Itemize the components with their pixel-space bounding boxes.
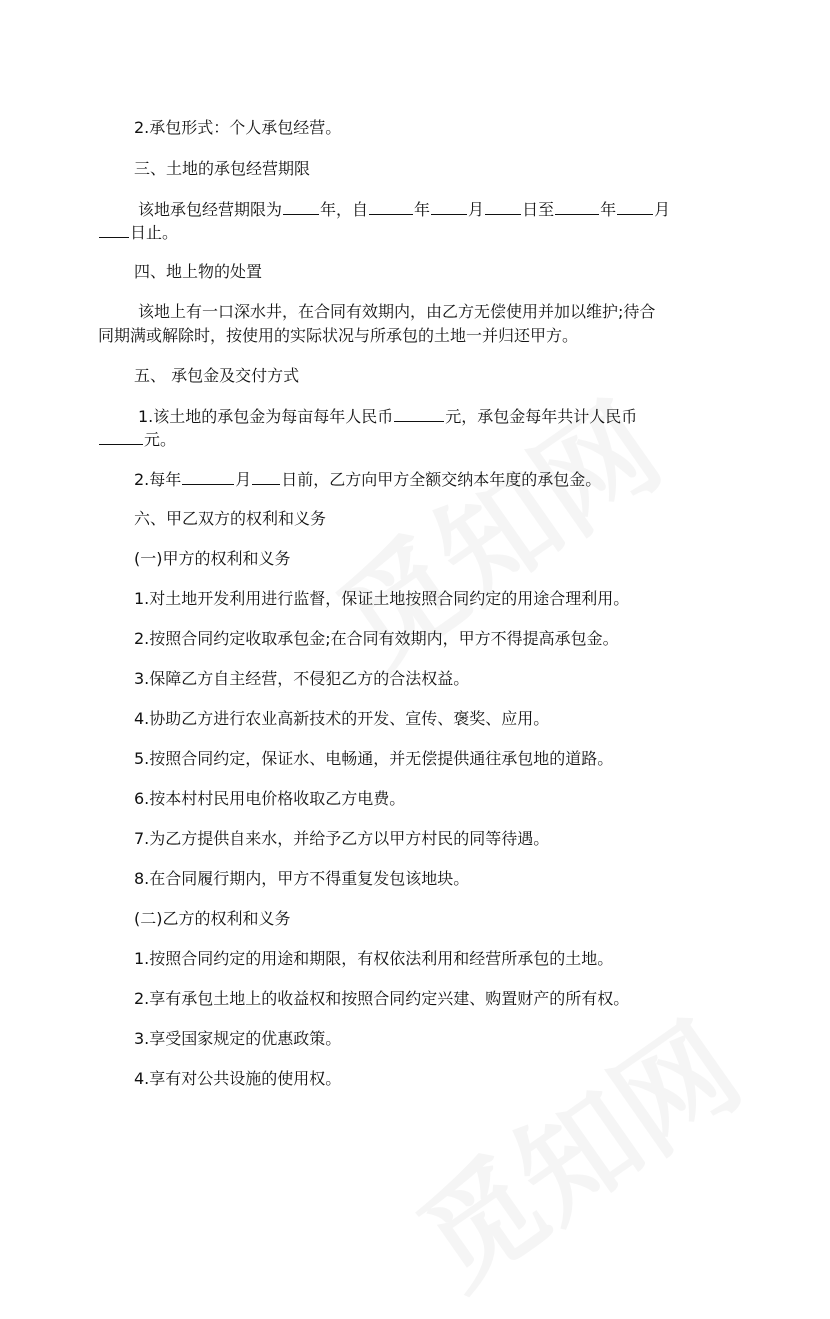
section-heading-6: 六、甲乙双方的权利和义务 [134,509,327,528]
party-b-heading: (二)乙方的权利和义务 [134,909,291,928]
term-clause-line-2: 日止。 [98,222,698,243]
party-b-item-4: 4.享有对公共设施的使用权。 [134,1069,342,1088]
party-a-item-8: 8.在合同履行期内，甲方不得重复发包该地块。 [134,869,470,888]
section-heading-5: 五、 承包金及交付方式 [134,366,300,385]
party-a-item-1: 1.对土地开发利用进行监督，保证土地按照合同约定的用途合理利用。 [134,589,630,608]
party-a-item-4: 4.协助乙方进行农业高新技术的开发、宣传、褒奖、应用。 [134,709,550,728]
fee-clause-line-1: 1.该土地的承包金为每亩每年人民币 元，承包金每年共计人民币 [138,407,638,426]
party-a-item-7: 7.为乙方提供自来水，并给予乙方以甲方村民的同等待遇。 [134,829,550,848]
section-heading-3: 三、土地的承包经营期限 [134,159,311,178]
well-clause-line-1: 该地上有一口深水井，在合同有效期内，由乙方无偿使用并加以维护;待合 [138,302,656,321]
party-a-item-3: 3.保障乙方自主经营，不侵犯乙方的合法权益。 [134,669,470,688]
well-clause-line-2: 同期满或解除时，按使用的实际状况与所承包的土地一并归还甲方。 [98,326,579,345]
party-a-item-2: 2.按照合同约定收取承包金;在合同有效期内，甲方不得提高承包金。 [134,629,619,648]
party-a-item-5: 5.按照合同约定，保证水、电畅通，并无偿提供通往承包地的道路。 [134,749,614,768]
party-b-item-1: 1.按照合同约定的用途和期限，有权依法利用和经营所承包的土地。 [134,949,614,968]
term-clause-line-1: 该地承包经营期限为 年，自 年 月 日至 年 月 [138,200,671,219]
party-a-heading: (一)甲方的权利和义务 [134,549,291,568]
payment-date-clause: 2.每年 月 日前，乙方向甲方全额交纳本年度的承包金。 [134,470,602,489]
section-heading-4: 四、地上物的处置 [134,262,263,281]
party-b-item-2: 2.享有承包土地上的收益权和按照合同约定兴建、购置财产的所有权。 [134,989,630,1008]
contract-form-clause: 2.承包形式：个人承包经营。 [134,118,342,137]
party-b-item-3: 3.享受国家规定的优惠政策。 [134,1029,342,1048]
fee-clause-line-2: 元。 [98,429,698,450]
party-a-item-6: 6.按本村村民用电价格收取乙方电费。 [134,789,406,808]
